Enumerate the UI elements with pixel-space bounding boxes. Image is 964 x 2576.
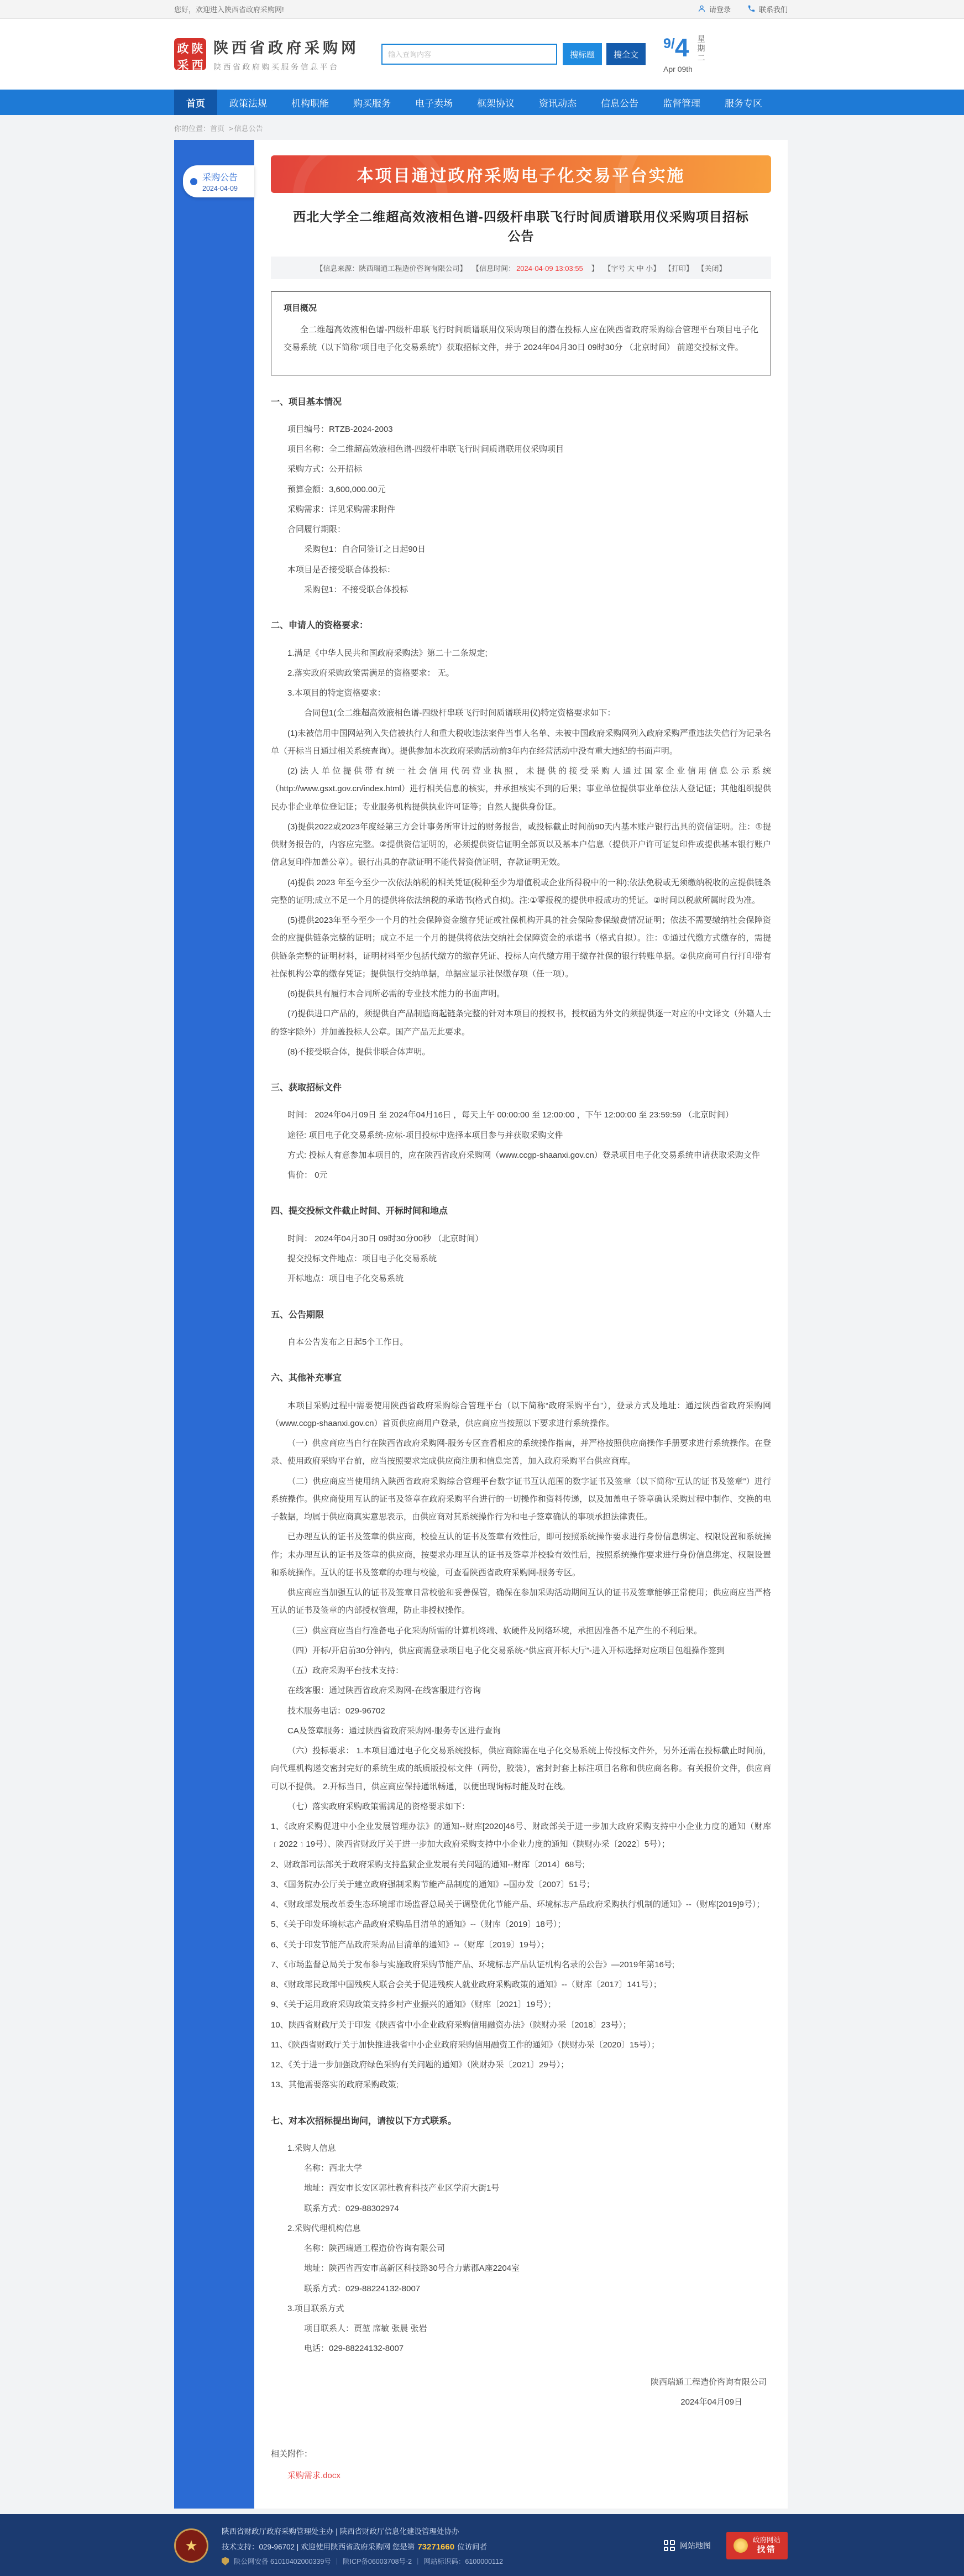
doc-paragraph: 12、《关于进一步加强政府绿色采购有关问题的通知》（陕财办采〔2021〕29号）；	[271, 2060, 569, 2070]
doc-paragraph: (7)提供进口产品的，须提供自产品制造商起链条完整的针对本项目的授权书，授权函为外文的须提供逐一对应的中文译文（外籍人士的签字除外）并加盖投标人公章。国产产品无此要求。	[271, 1009, 771, 1037]
doc-paragraph: 预算金额：3,600,000.00元	[287, 484, 386, 494]
doc-paragraph: 11、《陕西省财政厅关于加快推进我省中小企业政府采购信用融资工作的通知》（陕财办采〔2020〕15号）；	[271, 2040, 660, 2050]
beian-shield-icon	[222, 2557, 229, 2565]
breadcrumb: 你的位置：首页 > 信息公告	[174, 124, 263, 133]
sitemap-link[interactable]: 网站地图	[664, 2540, 711, 2551]
phone-icon	[747, 4, 756, 14]
doc-paragraph: 时间： 2024年04月30日 09时30分00秒 （北京时间）	[287, 1234, 484, 1243]
doc-paragraph: （一）供应商应当自行在陕西省政府采购网-服务专区查看相应的系统操作指南，并严格按照供应商操作手册要求进行系统操作。在登录、使用政府采购平台前，应当按照要求完成供应商注册和信息完善，加入政府采购平台供应商库。	[271, 1439, 772, 1466]
project-overview-box	[271, 291, 771, 375]
document-body	[271, 393, 771, 2412]
doc-paragraph: 地址：陕西省西安市高新区科技路30号合力紫郡A座2204室	[304, 2264, 520, 2274]
grid-icon	[664, 2540, 675, 2551]
doc-paragraph: 地址：西安市长安区郭杜教育科技产业区学府大街1号	[304, 2183, 500, 2193]
nav-tab-5[interactable]: 电子卖场	[415, 98, 453, 109]
doc-paragraph: (3)提供2022或2023年度经第三方会计事务所审计过的财务报告，或投标截止时间前90天内基本账户银行出具的资信证明。注：①提供财务报告的，内容应完整。②提供资信证明的，必须提供资信证明全部页以及基本户信息（提供开户许可证复印件或提供基本银行账户信息复印件加盖公章）。银行出具的存款证明不能代替资信证明，存款证明无效。	[271, 822, 771, 868]
doc-paragraph: (5)提供2023年至今至少一个月的社会保障资金缴存凭证或社保机构开具的社会保险参保缴费情况证明；依法不需要缴纳社会保障资金的应提供链条完整的证明；成立不足一个月的提供将依法交纳社会保障资金的承诺书（格式自拟）。注：①通过代缴方式缴存的，需提供链条完整的证明材料，证明材料至少包括代缴方的缴存凭证、投标人向代缴方用于缴存社保的银行转账单据。②供应商可自行打印带有社保机构公章的缴存凭证；提供银行交纳单据，单据应显示社保缴存项（任一项）。	[271, 916, 771, 979]
section-heading: 七、对本次招标提出询问，请按以下方式联系。	[271, 2116, 457, 2126]
doc-paragraph: (1)未被信用中国网站列入失信被执行人和重大税收违法案件当事人名单、未被中国政府采购网列入政府采购严重违法失信行为记录名单（开标当日通过相关系统查询）。提供参加本次政府采购活动前3年内在经营活动中没有重大违纪的书面声明。	[271, 728, 771, 756]
breadcrumb-item-1[interactable]: 首页	[210, 124, 225, 133]
site-subtitle: 陕西省政府购买服务信息平台	[213, 62, 339, 71]
doc-paragraph: 项目联系人：贾堃 席敏 张晨 张岩	[304, 2324, 427, 2334]
doc-paragraph: 本项目是否接受联合体投标：	[287, 565, 396, 574]
doc-paragraph: 4、《财政部发展改革委生态环境部市场监督总局关于调整优化节能产品、环境标志产品政府采购执行机制的通知》--（财库[2019]9号）；	[271, 1900, 765, 1910]
section-heading: 四、提交投标文件截止时间、开标时间和地点	[271, 1206, 448, 1216]
doc-paragraph: 供应商应当加强互认的证书及签章日常校验和妥善保管，确保在参加采购活动期间互认的证书及签章能够正常使用；供应商应当严格互认的证书及签章的内部授权管理，防止非授权操作。	[271, 1588, 771, 1616]
article-content	[254, 140, 788, 2509]
doc-paragraph: 联系方式：029-88224132-8007	[304, 2284, 421, 2293]
overview-title: 项目概况	[284, 304, 317, 313]
doc-paragraph: （五）政府采购平台技术支持：	[287, 1666, 404, 1676]
nav-tab-4[interactable]: 购买服务	[353, 98, 391, 109]
footer-support: 技术支持：029-96702 | 欢迎使用陕西省政府采购网 您是第 73271660 位访问者	[222, 2542, 488, 2552]
doc-paragraph: 1.满足《中华人民共和国政府采购法》第二十二条规定;	[287, 648, 488, 658]
site-title: 陕西省政府采购网	[213, 40, 359, 56]
doc-paragraph: 合同履行期限：	[287, 525, 346, 535]
visitor-count: 73271660	[417, 2542, 455, 2552]
doc-paragraph: （七）落实政府采购政策需满足的资格要求如下：	[287, 1801, 470, 1811]
doc-paragraph: 名称：陕西瑞通工程造价咨询有限公司	[304, 2244, 446, 2254]
article-meta	[271, 257, 771, 279]
nav-tab-6[interactable]: 框架协议	[477, 98, 515, 109]
main-nav	[0, 90, 964, 115]
doc-paragraph: 售价： 0元	[287, 1171, 328, 1180]
section-heading: 一、项目基本情况	[271, 397, 342, 407]
doc-paragraph: 采购包1：自合同签订之日起90日	[304, 545, 426, 555]
meta-time: 【信息时间： 2024-04-09 13:03:55 】	[472, 264, 599, 273]
doc-paragraph: 本项目采购过程中需要使用陕西省政府采购综合管理平台（以下简称“政府采购平台”），登录方式及地址：通过陕西省政府采购网（www.ccgp-shaanxi.gov.cn）首页供应商用户登录，供应商应当按照以下要求进行系统操作。	[271, 1401, 771, 1428]
doc-paragraph: 3.本项目的特定资格要求：	[287, 688, 386, 698]
doc-paragraph: 3.项目联系方式	[287, 2303, 344, 2313]
site-footer	[0, 2514, 964, 2576]
doc-paragraph: 已办理互认的证书及签章的供应商，校验互认的证书及签章有效性后，即可按照系统操作要求进行身份信息绑定、权限设置和系统操作；未办理互认的证书及签章的供应商，按要求办理互认的证书及签章并校验有效性后，按照系统操作要求进行身份信息绑定、权限设置和系统操作。互认的证书及签章的办理与校验，可查看陕西省政府采购网-服务专区。	[271, 1532, 771, 1577]
doc-paragraph: 8、《财政部民政部中国残疾人联合会关于促进残疾人就业政府采购政策的通知》--（财库〔2017〕141号）；	[271, 1980, 662, 1990]
doc-paragraph: 提交投标文件地点：项目电子化交易系统	[287, 1254, 437, 1264]
doc-paragraph: 3、《国务院办公厅关于建立政府强制采购节能产品制度的通知》--国办发〔2007〕51号；	[271, 1879, 595, 1889]
section-heading: 二、申请人的资格要求：	[271, 621, 369, 631]
weekday-label: 星期二	[696, 35, 706, 63]
footer-emblem-icon: ★	[174, 2528, 208, 2563]
page-title: 西北大学全二维超高效液相色谱-四级杆串联飞行时间质谱联用仪采购项目招标公告	[293, 210, 749, 243]
sidebar-item-purchase-announcement[interactable]: 采购公告 2024-04-09	[183, 165, 254, 197]
contact-link[interactable]: 联系我们	[747, 4, 788, 14]
bullet-dot-icon	[190, 178, 197, 185]
doc-paragraph: （六）投标要求： 1.本项目通过电子化交易系统投标，供应商除需在电子化交易系统上传投标文件外，另外还需在投标截止时间前，向代理机构递交密封完好的系统生成的纸质版投标文件（两份，胶装），密封封套上标注项目名称和供应商名称。有关报价文件，供应商可以不提供。 2.开标当日，供应商应保持通讯畅通，以便出现询标时能及时在线。	[271, 1746, 771, 1791]
search-title-button[interactable]: 搜标题	[563, 43, 602, 65]
doc-paragraph: 合同包1(全二维超高效液相色谱-四级杆串联飞行时间质谱联用仪)特定资格要求如下：	[304, 708, 616, 718]
site-header	[0, 19, 964, 90]
print-button[interactable]: 【打印】	[664, 264, 693, 273]
date-english: Apr 09th	[663, 65, 693, 74]
doc-paragraph: （四）开标/开启前30分钟内，供应商需登录项目电子化交易系统-“供应商开标大厅”-进入开标选择对应项目包组操作签到	[287, 1645, 725, 1655]
search-input[interactable]	[381, 44, 557, 65]
doc-paragraph: 在线客服：通过陕西省政府采购网-在线客服进行咨询	[287, 1686, 481, 1696]
doc-paragraph: 5、《关于印发环境标志产品政府采购品目清单的通知》--（财库〔2019〕18号）；	[271, 1920, 566, 1930]
main-card	[174, 140, 788, 2509]
doc-paragraph: 方式: 投标人有意参加本项目的，应在陕西省政府采购网（www.ccgp-shaanxi.gov.cn）登录项目电子化交易系统申请获取采购文件	[287, 1150, 760, 1160]
nav-tab-9[interactable]: 监督管理	[663, 98, 700, 109]
national-emblem-icon	[734, 2538, 748, 2553]
doc-paragraph: 名称：西北大学	[304, 2164, 363, 2173]
doc-paragraph: 电话：029-88224132-8007	[304, 2344, 404, 2354]
topbar	[0, 0, 964, 19]
doc-paragraph: CA及签章服务：通过陕西省政府采购网-服务专区进行查询	[287, 1726, 501, 1736]
welcome-text: 您好，欢迎进入陕西省政府采购网!	[174, 6, 284, 14]
nav-tab-10[interactable]: 服务专区	[725, 98, 762, 109]
doc-paragraph: 2.落实政府采购政策需满足的资格要求： 无。	[287, 668, 454, 678]
login-link[interactable]: 请登录	[698, 4, 731, 14]
site-logo	[174, 36, 359, 72]
search-fulltext-button[interactable]: 搜全文	[606, 43, 646, 65]
doc-paragraph: 联系方式：029-88302974	[304, 2203, 399, 2213]
doc-paragraph: 7、《市场监督总局关于发布参与实施政府采购节能产品、环境标志产品认证机构名录的公告》—2019年第16号;	[271, 1960, 675, 1969]
doc-paragraph: 自本公告发布之日起5个工作日。	[287, 1337, 408, 1347]
section-heading: 六、其他补充事宜	[271, 1373, 342, 1383]
doc-paragraph: 技术服务电话：029-96702	[287, 1706, 385, 1716]
doc-paragraph: (4)提供 2023 年至今至少一次依法纳税的相关凭证(税种至少为增值税或企业所得税中的一种);依法免税或无须缴纳税收的应提供链条完整的证明;成立不足一个月的提供将依法纳税的承诺书(格式自拟)。注:①零报税的提供申报成功的凭证。②时间以税款所属时段为准。	[271, 877, 771, 905]
section-heading: 三、获取招标文件	[271, 1083, 342, 1093]
doc-paragraph: 1.采购人信息	[287, 2143, 336, 2153]
footer-beian: 陕公网安备 61010402000339号 | 陕ICP备06003708号-2 | 网站标识码：6100000112	[222, 2556, 664, 2566]
doc-paragraph: 采购需求：详见采购需求附件	[287, 504, 396, 514]
doc-paragraph: (2)法人单位提供带有统一社会信用代码营业执照，未提供的接受采购人通过国家企业信用信息公示系统（http://www.gsxt.gov.cn/index.html）进行相关信息的核实，并承担核实不到的后果；事业单位提供事业单位法人登记证；其他组织提供民办非企业单位登记证；专业服务机构提供执业许可证等；自然人提供身份证。	[271, 766, 771, 812]
nav-tab-1[interactable]: 首页	[174, 90, 217, 115]
date-widget: 9/ 4 星期二 Apr 09th	[663, 35, 729, 74]
nav-tab-8[interactable]: 信息公告	[601, 98, 638, 109]
doc-paragraph: 项目编号：RTZB-2024-2003	[287, 424, 393, 434]
font-size-controls[interactable]: 【字号 大 中 小】	[604, 264, 661, 273]
sidebar	[174, 140, 254, 2509]
doc-paragraph: 2.采购代理机构信息	[287, 2223, 361, 2233]
nav-tab-7[interactable]: 资讯动态	[539, 98, 577, 109]
section-heading: 五、公告期限	[271, 1310, 324, 1320]
doc-paragraph: 途径: 项目电子化交易系统-应标-项目投标中选择本项目参与并获取采购文件	[287, 1130, 563, 1140]
attachments-label: 相关附件：	[271, 2449, 313, 2459]
doc-paragraph: 2、财政部司法部关于政府采购支持监狱企业发展有关问题的通知--财库〔2014〕68号;	[271, 1859, 585, 1869]
platform-banner: 本项目通过政府采购电子化交易平台实施	[271, 155, 771, 193]
doc-paragraph: 1、《政府采购促进中小企业发展管理办法》的通知--财库[2020]46号、财政部关于进一步加大政府采购支持中小企业力度的通知（财库﹝2022﹞19号）、陕西省财政厅关于进一步加大政府采购支持中小企业力度的通知（陕财办采〔2022〕5号）；	[271, 1822, 771, 1849]
doc-paragraph: 陕西瑞通工程造价咨询有限公司	[650, 2377, 767, 2387]
doc-paragraph: （三）供应商应当自行准备电子化采购所需的计算机终端、软硬件及网络环境，承担因准备不足产生的不利后果。	[287, 1626, 703, 1636]
meta-time-value: 2024-04-09 13:03:55	[516, 264, 583, 273]
site-error-badge[interactable]: 政府网站 找错	[726, 2532, 788, 2559]
doc-paragraph: 项目名称：全二维超高效液相色谱-四级杆串联飞行时间质谱联用仪采购项目	[287, 445, 564, 454]
close-button[interactable]: 【关闭】	[697, 264, 726, 273]
doc-paragraph: 13、其他需要落实的政府采购政策;	[271, 2080, 399, 2090]
breadcrumb-item-2[interactable]: 信息公告	[234, 124, 263, 133]
attachment-link[interactable]: 采购需求.docx	[287, 2471, 340, 2481]
doc-paragraph: 采购包1：不接受联合体投标	[304, 584, 408, 594]
doc-paragraph: (8)不接受联合体，提供非联合体声明。	[287, 1047, 431, 1057]
search-bar	[381, 43, 646, 65]
doc-paragraph: 10、陕西省财政厅关于印发《陕西省中小企业政府采购信用融资办法》（陕财办采〔2018〕23号）；	[271, 2020, 631, 2030]
user-icon	[698, 4, 706, 14]
doc-paragraph: (6)提供具有履行本合同所必需的专业技术能力的书面声明。	[287, 989, 505, 999]
doc-paragraph: 开标地点：项目电子化交易系统	[287, 1274, 404, 1284]
doc-paragraph: （二）供应商应当使用纳入陕西省政府采购综合管理平台数字证书互认范围的数字证书及签章（以下简称“互认的证书及签章”）进行系统操作。供应商使用互认的证书及签章在政府采购平台进行的一切操作和资料传递，以及加盖电子签章确认采购过程中制作、交换的电子数据，均属于供应商真实意思表示，由供应商对其系统操作行为和电子签章确认的事项承担法律责任。	[271, 1476, 771, 1522]
attachments-block	[271, 2448, 771, 2481]
overview-text: 全二维超高效液相色谱-四级杆串联飞行时间质谱联用仪采购项目的潜在投标人应在陕西省政府采购综合管理平台项目电子化交易系统（以下简称“项目电子化交易系统”）获取招标文件，并于 2024年04月30日 09时30分 （北京时间） 前递交投标文件。	[284, 325, 758, 353]
nav-tab-3[interactable]: 机构职能	[291, 98, 329, 109]
nav-tab-2[interactable]: 政策法规	[229, 98, 267, 109]
doc-paragraph: 2024年04月09日	[680, 2397, 742, 2407]
doc-paragraph: 采购方式：公开招标	[287, 464, 363, 474]
meta-source: 【信息来源：陕西瑞通工程造价咨询有限公司】	[316, 264, 467, 273]
doc-paragraph: 6、《关于印发节能产品政府采购品目清单的通知》--（财库〔2019〕19号）；	[271, 1940, 549, 1950]
seal-logo-icon: 政 陕 采 西	[174, 38, 206, 70]
doc-paragraph: 时间： 2024年04月09日 至 2024年04月16日 ，每天上午 00:00:00 至 12:00:00 ，下午 12:00:00 至 23:59:59 （北京时间）	[287, 1110, 734, 1120]
doc-paragraph: 9、《关于运用政府采购政策支持乡村产业振兴的通知》（财库〔2021〕19号）；	[271, 2000, 556, 2010]
footer-organizer: 陕西省财政厅政府采购管理处主办 | 陕西省财政厅信息化建设管理处协办	[222, 2527, 459, 2536]
